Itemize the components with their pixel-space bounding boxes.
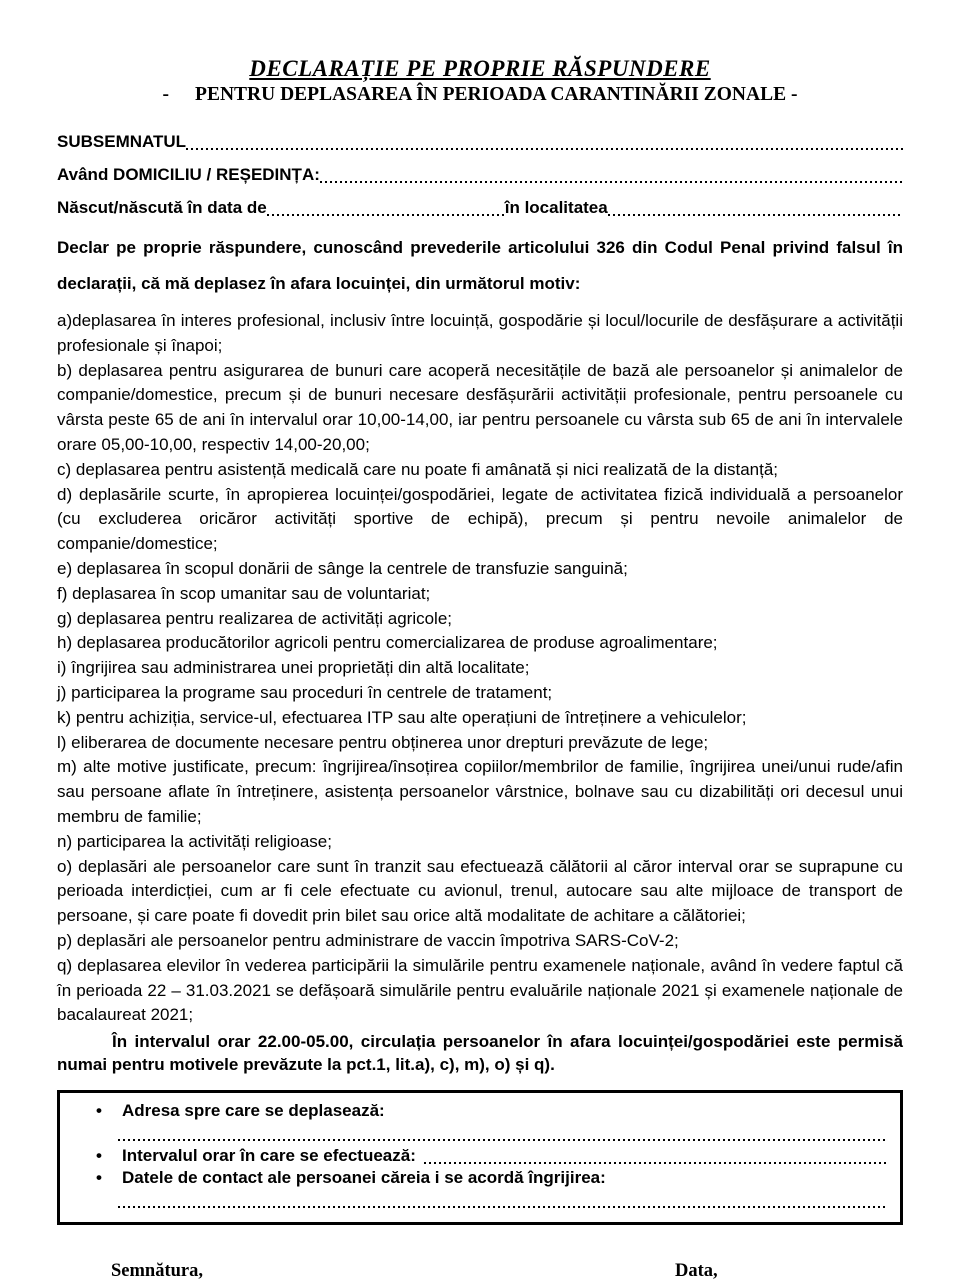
bullet-icon: • <box>96 1101 102 1121</box>
interval-item <box>74 1145 888 1167</box>
contact-fill-line <box>118 1189 888 1212</box>
signature-footer <box>57 1261 903 1282</box>
contact-label: Datele de contact ale persoanei căreia i se acordă îngrijirea: <box>122 1168 606 1188</box>
subsemnatul-label: SUBSEMNATUL <box>57 132 187 151</box>
reason-item-e: e) deplasarea în scopul donării de sânge la centrele de transfuzie sanguină; <box>57 558 628 578</box>
contact-item <box>74 1167 888 1189</box>
birthdate-label: Născut/născută în data de <box>57 198 267 217</box>
bullet-icon: • <box>96 1168 102 1188</box>
reason-item-i: i) îngrijirea sau administrarea unei proprietăți din altă localitate; <box>57 658 530 678</box>
trip-details-box <box>57 1090 903 1225</box>
reason-item-j: j) participarea la programe sau proceduri în centrele de tratament; <box>57 682 553 702</box>
bullet-icon: • <box>96 1146 102 1166</box>
field-nascut <box>57 197 903 219</box>
reason-item-b: b) deplasarea pentru asigurarea de bunuri care acoperă necesitățile de bază ale persoanelor și animalelor de companie/domestice, precum și de bunuri necesare desfășurării activității profesionale, pentru persoanele cu vârsta peste 65 de ani în intervalul orar 10,00-14,00, iar pentru persoanele cu vârsta sub 65 de ani în intervalele orare 05,00-10,00, respectiv 14,00-20,00; <box>57 360 903 454</box>
reason-item-l: l) eliberarea de documente necesare pentru obținerea unor drepturi prevăzute de lege; <box>57 732 709 752</box>
locality-label: în localitatea <box>504 198 608 217</box>
reason-item-o: o) deplasări ale persoanelor care sunt în tranzit sau efectuează călătorii al căror interval orar se suprapune cu perioada interdicției, cum ar fi cele efectuate cu avionul, trenul, autocare sau alte mijloace de transport de persoane, și care poate fi dovedit prin bilet sau orice altă modalitate de achitare a călătoriei; <box>57 856 903 926</box>
signature-label: Semnătura, <box>111 1261 203 1282</box>
reason-item-q: q) deplasarea elevilor în vederea participării la simulările pentru examenele naționale, având în vedere faptul că în perioada 22 – 31.03.2021 se defășoară simulările pentru evaluările naționale 2021 și examenele naționale de bacalaureat 2021; <box>57 955 903 1025</box>
subsemnatul-fill-line <box>186 131 903 153</box>
reason-item-h: h) deplasarea producătorilor agricoli pentru comercializarea de produse agroalimentare; <box>57 633 718 653</box>
address-label: Adresa spre care se deplasează: <box>122 1101 385 1121</box>
reason-item-a: a)deplasarea în interes profesional, inclusiv între locuință, gospodărie și locul/locurile de desfășurare a activității profesionale și înapoi; <box>57 311 903 355</box>
interval-label: Intervalul orar în care se efectuează: <box>122 1146 416 1166</box>
declaration-intro-paragraph: Declar pe proprie răspundere, cunoscând prevederile articolului 326 din Codul Penal privind falsul în declarații, că mă deplasez în afara locuinței, din următorul motiv: <box>57 238 903 293</box>
reasons-list <box>57 309 903 1028</box>
domiciliu-fill-line <box>320 164 903 186</box>
reason-item-g: g) deplasarea pentru realizarea de activități agricole; <box>57 608 453 628</box>
birthdate-fill-line <box>267 197 505 219</box>
field-subsemnatul <box>57 131 903 153</box>
document-subtitle <box>57 83 903 107</box>
interval-fill-line <box>424 1145 888 1167</box>
reason-item-c: c) deplasarea pentru asistență medicală care nu poate fi amânată și nici realizată de la distanță; <box>57 459 779 479</box>
date-label: Data, <box>675 1261 718 1282</box>
address-item <box>74 1100 888 1122</box>
reason-item-k: k) pentru achiziția, service-ul, efectuarea ITP sau alte operațiuni de întreținere a vehiculelor; <box>57 707 747 727</box>
document-title: DECLARAȚIE PE PROPRIE RĂSPUNDERE <box>249 56 711 81</box>
reason-item-f: f) deplasarea în scop umanitar sau de voluntariat; <box>57 583 431 603</box>
locality-fill-line <box>608 197 903 219</box>
reason-item-p: p) deplasări ale persoanelor pentru administrare de vaccin împotriva SARS-CoV-2; <box>57 930 679 950</box>
curfew-note-paragraph: În intervalul orar 22.00-05.00, circulația persoanelor în afara locuinței/gospodăriei este permisă numai pentru motivele prevăzute la pct.1, lit.a), c), m), o) și q). <box>57 1032 903 1075</box>
subtitle-text: PENTRU DEPLASAREA ÎN PERIOADA CARANTINĂRII ZONALE - <box>195 84 798 105</box>
subtitle-dash: - <box>162 84 170 105</box>
reason-item-d: d) deplasările scurte, în apropierea locuinței/gospodăriei, legate de activitatea fizică individuală a persoanelor (cu excluderea oricăror activități sportive de echipă), precum și pentru nevoile animalelor de companie/domestice; <box>57 484 903 554</box>
address-fill-line <box>118 1122 888 1145</box>
reason-item-m: m) alte motive justificate, precum: îngrijirea/însoțirea copiilor/membrilor de familie, îngrijirea unei/unui rude/afin sau persoane aflate în întreținere, asistența persoanelor vârstnice, bolnave sau cu dizabilități ori decesul unui membru de familie; <box>57 757 903 826</box>
reason-item-n: n) participarea la activități religioase; <box>57 831 332 851</box>
domiciliu-label: Având DOMICILIU / REȘEDINȚA: <box>57 165 320 184</box>
field-domiciliu <box>57 164 903 186</box>
